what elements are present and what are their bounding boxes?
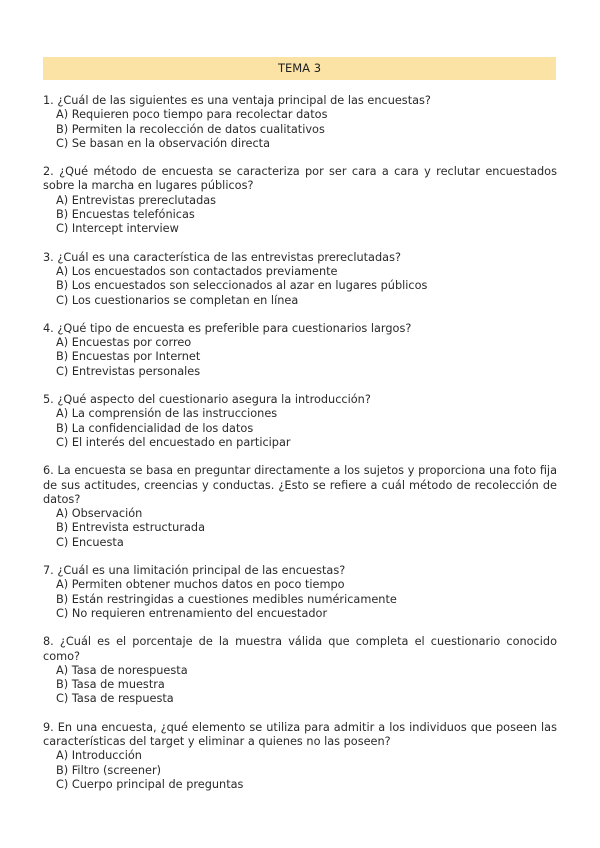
- option-a: A) Permiten obtener muchos datos en poco tiempo: [56, 578, 345, 592]
- option-c: C) Se basan en la observación directa: [56, 136, 271, 150]
- option-list: [43, 336, 557, 379]
- option-a: A) Entrevistas prereclutadas: [56, 193, 217, 207]
- question-1: [43, 94, 557, 151]
- option-list: [43, 578, 557, 621]
- question-4: [43, 322, 557, 379]
- question-text: 6. La encuesta se basa en preguntar directamente a los sujetos y proporciona una foto fija de sus actitudes, creencias y conductas. ¿Esto se refiere a cuál método de recolección de datos?: [43, 464, 557, 506]
- option-a: A) Requieren poco tiempo para recolectar datos: [56, 108, 328, 122]
- question-9: [43, 721, 557, 792]
- question-text: 3. ¿Cuál es una característica de las entrevistas prereclutadas?: [43, 250, 401, 264]
- option-c: C) Tasa de respuesta: [56, 692, 174, 706]
- option-list: [43, 507, 557, 550]
- option-c: C) Entrevistas personales: [56, 364, 201, 378]
- option-list: [43, 664, 557, 707]
- option-c: C) Los cuestionarios se completan en línea: [56, 293, 299, 307]
- question-list: [43, 94, 557, 806]
- option-a: A) La comprensión de las instrucciones: [56, 407, 278, 421]
- question-text: 4. ¿Qué tipo de encuesta es preferible para cuestionarios largos?: [43, 321, 412, 335]
- option-a: A) Observación: [56, 507, 143, 521]
- option-a: A) Los encuestados son contactados previamente: [56, 264, 338, 278]
- option-c: C) Intercept interview: [56, 222, 179, 236]
- option-list: [43, 265, 557, 308]
- option-b: B) Los encuestados son seleccionados al azar en lugares públicos: [56, 279, 428, 293]
- option-list: [43, 749, 557, 792]
- question-2: [43, 165, 557, 236]
- question-3: [43, 251, 557, 308]
- question-7: [43, 564, 557, 621]
- option-c: C) Encuesta: [56, 535, 124, 549]
- option-b: B) Están restringidas a cuestiones medibles numéricamente: [56, 592, 397, 606]
- option-c: C) El interés del encuestado en participar: [56, 435, 291, 449]
- option-a: A) Introducción: [56, 749, 142, 763]
- option-a: A) Encuestas por correo: [56, 336, 192, 350]
- question-text: 1. ¿Cuál de las siguientes es una ventaja principal de las encuestas?: [43, 94, 431, 107]
- option-list: [43, 108, 557, 151]
- option-list: [43, 407, 557, 450]
- option-b: B) Encuestas por Internet: [56, 350, 201, 364]
- option-c: C) Cuerpo principal de preguntas: [56, 777, 244, 791]
- topic-title: TEMA 3: [277, 61, 322, 75]
- option-b: B) La confidencialidad de los datos: [56, 421, 254, 435]
- option-b: B) Filtro (screener): [56, 763, 161, 777]
- question-text: 9. En una encuesta, ¿qué elemento se utiliza para admitir a los individuos que poseen las características del target y eliminar a quienes no las poseen?: [43, 720, 557, 748]
- topic-header: [43, 57, 556, 80]
- option-c: C) No requieren entrenamiento del encuestador: [56, 606, 328, 620]
- question-text: 7. ¿Cuál es una limitación principal de las encuestas?: [43, 564, 346, 578]
- question-text: 5. ¿Qué aspecto del cuestionario asegura la introducción?: [43, 393, 371, 407]
- question-text: 8. ¿Cuál es el porcentaje de la muestra válida que completa el cuestionario conocido como?: [43, 635, 557, 663]
- question-5: [43, 393, 557, 450]
- option-b: B) Encuestas telefónicas: [56, 208, 195, 222]
- option-b: B) Permiten la recolección de datos cualitativos: [56, 122, 325, 136]
- option-b: B) Tasa de muestra: [56, 678, 165, 692]
- question-8: [43, 635, 557, 706]
- question-6: [43, 464, 557, 550]
- option-list: [43, 194, 557, 237]
- option-a: A) Tasa de norespuesta: [56, 663, 188, 677]
- option-b: B) Entrevista estructurada: [56, 521, 206, 535]
- question-text: 2. ¿Qué método de encuesta se caracteriza por ser cara a cara y reclutar encuestados sobre la marcha en lugares públicos?: [43, 165, 557, 193]
